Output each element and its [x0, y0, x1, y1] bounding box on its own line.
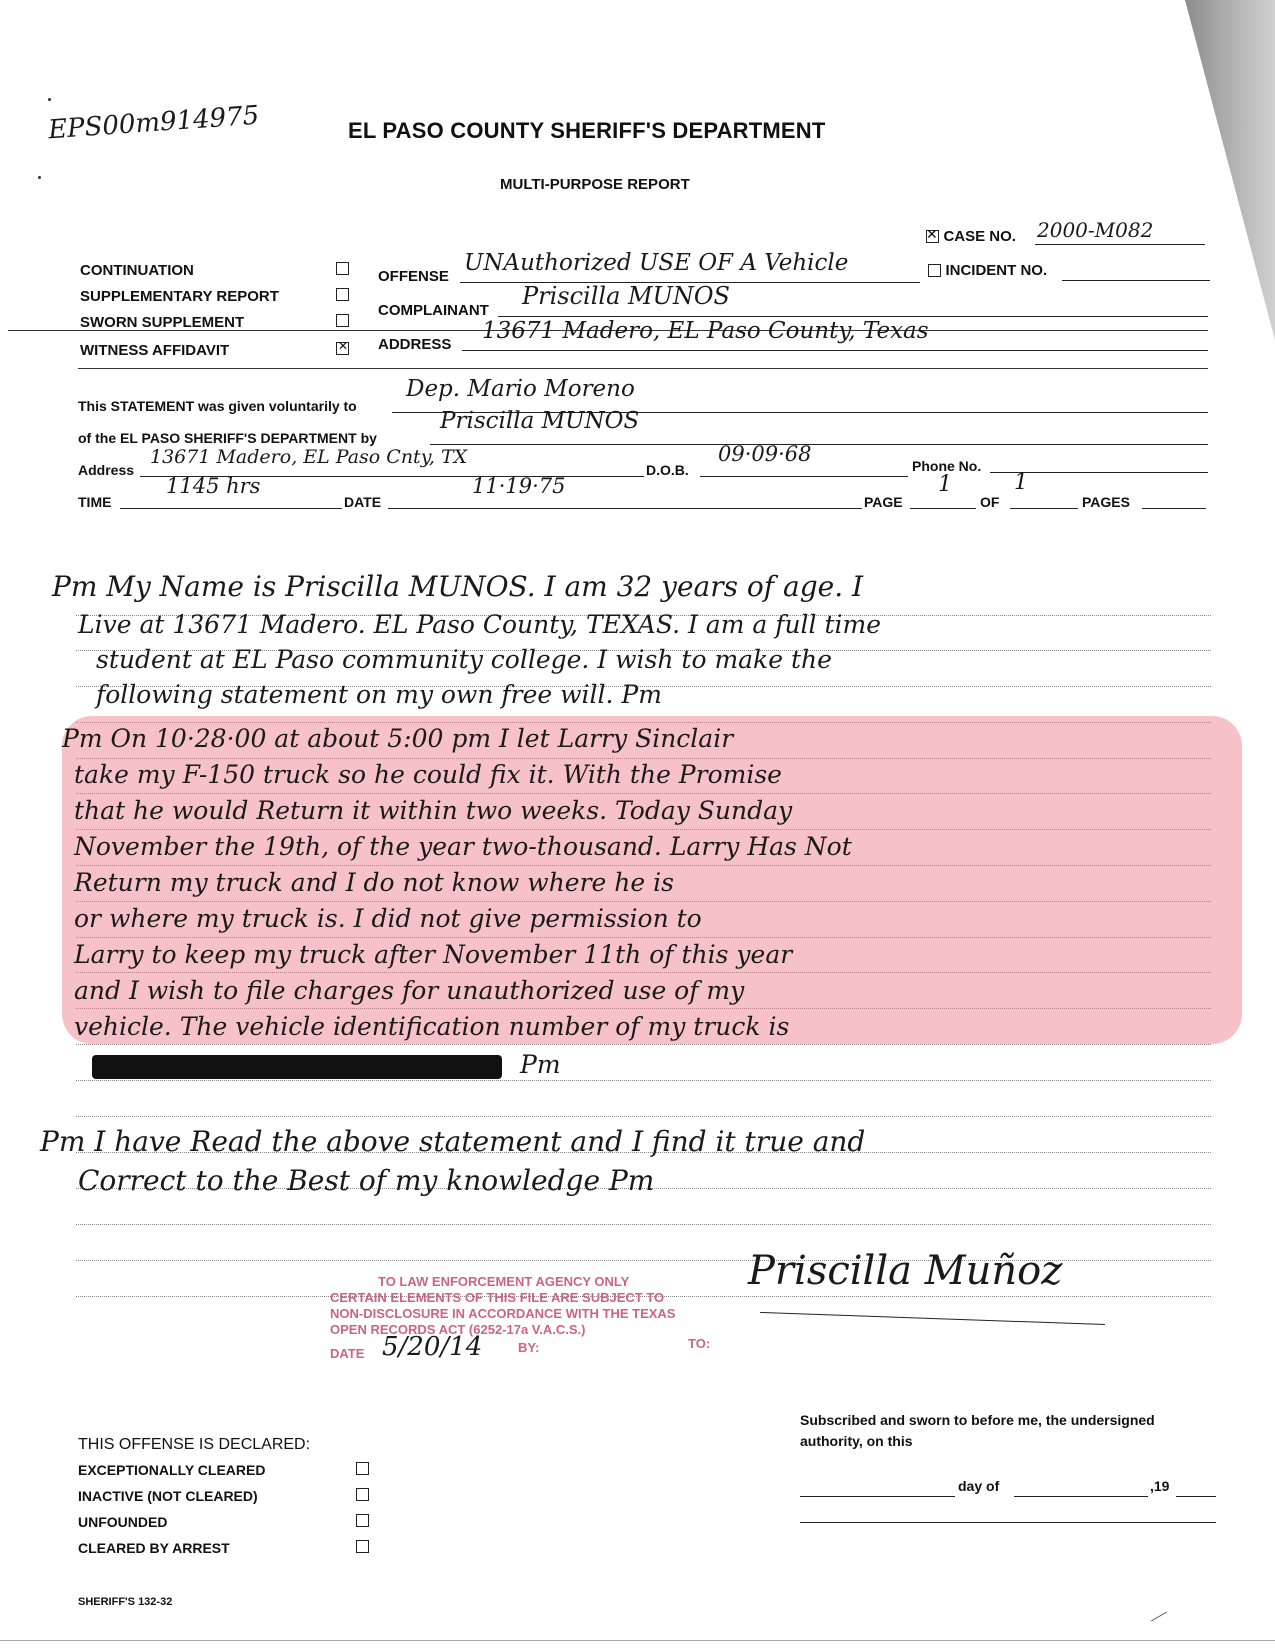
- case-no-label: CASE NO.: [943, 228, 1016, 245]
- declared-option: INACTIVE (NOT CLEARED): [78, 1488, 258, 1504]
- statement-line: Correct to the Best of my knowledge Pm: [78, 1164, 655, 1197]
- sworn-text: Subscribed and sworn to before me, the undersigned authority, on this: [800, 1412, 1155, 1449]
- of-value: 1: [1014, 470, 1028, 495]
- stamp-line: NON-DISCLOSURE IN ACCORDANCE WITH THE TEXAS: [330, 1306, 676, 1321]
- authority-line: [800, 1514, 1216, 1523]
- statement-line: take my F-150 truck so he could fix it. With the Promise: [74, 760, 782, 789]
- incident-no-checkbox[interactable]: [928, 264, 941, 277]
- exceptionally-cleared-checkbox[interactable]: [356, 1462, 369, 1475]
- ruled-line: [76, 1116, 1211, 1117]
- sworn-year-line: [1176, 1482, 1216, 1497]
- incident-no-line: [1062, 262, 1210, 281]
- dob-line: [700, 442, 908, 477]
- statement-line: vehicle. The vehicle identification number of my truck is: [74, 1012, 790, 1041]
- signature-underline: [760, 1312, 1105, 1325]
- complainant-value: Priscilla MUNOS: [522, 282, 730, 310]
- inactive-checkbox[interactable]: [356, 1488, 369, 1501]
- address2-value: 13671 Madero, EL Paso Cnty, TX: [150, 446, 468, 468]
- form-number: SHERIFF'S 132-32: [78, 1596, 173, 1608]
- sworn-month-line: [1014, 1482, 1148, 1497]
- continuation-checkbox[interactable]: [336, 262, 349, 275]
- page-value: 1: [938, 472, 952, 497]
- sworn-supplement-checkbox[interactable]: [336, 314, 349, 327]
- declared-label: THIS OFFENSE IS DECLARED:: [78, 1436, 311, 1453]
- statement-line: and I wish to file charges for unauthorized use of my: [74, 976, 745, 1005]
- stamp-date: 5/20/14: [382, 1332, 483, 1362]
- stamp-by-label: BY:: [518, 1340, 540, 1355]
- stray-mark: [1151, 1612, 1167, 1622]
- stray-mark: [38, 176, 41, 179]
- dept-by-line: [430, 408, 1208, 445]
- case-no-checkbox[interactable]: ✕: [926, 226, 938, 243]
- statement-line: Live at 13671 Madero. EL Paso County, TEXAS. I am a full time: [78, 610, 882, 639]
- witness-affidavit-checkbox[interactable]: ✕: [338, 339, 349, 353]
- date-label: DATE: [344, 494, 382, 510]
- cleared-by-arrest-checkbox[interactable]: [356, 1540, 369, 1553]
- statement-given-label: This STATEMENT was given voluntarily to: [78, 398, 357, 414]
- stray-mark: [48, 98, 51, 101]
- time-label: TIME: [78, 494, 112, 510]
- date-value: 11·19·75: [472, 474, 566, 498]
- declared-option: UNFOUNDED: [78, 1514, 168, 1530]
- pages-line: [1142, 494, 1206, 509]
- incident-no-label: INCIDENT NO.: [945, 262, 1048, 279]
- ruled-line: [76, 1080, 1211, 1081]
- declared-option: EXCEPTIONALLY CLEARED: [78, 1462, 266, 1478]
- report-type: MULTI-PURPOSE REPORT: [500, 176, 690, 193]
- of-label: OF: [980, 494, 1000, 510]
- of-line: [1010, 470, 1078, 509]
- statement-line: that he would Return it within two weeks. Today Sunday: [74, 796, 793, 825]
- stamp-line: CERTAIN ELEMENTS OF THIS FILE ARE SUBJECT TO: [330, 1290, 665, 1305]
- incident-no-row: [928, 262, 1047, 280]
- department-title: EL PASO COUNTY SHERIFF'S DEPARTMENT: [348, 118, 826, 143]
- dob-value: 09·09·68: [718, 442, 812, 466]
- statement-line: following statement on my own free will. Pm: [96, 680, 662, 709]
- statement-line: November the 19th, of the year two-thousand. Larry Has Not: [74, 832, 852, 861]
- stamp-line: TO LAW ENFORCEMENT AGENCY ONLY: [378, 1274, 630, 1289]
- ruled-line: [76, 1224, 1211, 1225]
- offense-value: UNAuthorized USE OF A Vehicle: [464, 250, 849, 276]
- stamp-line: OPEN RECORDS ACT (6252-17a V.A.C.S.): [330, 1322, 586, 1337]
- statement-line: Pm I have Read the above statement and I find it true and: [40, 1125, 866, 1158]
- case-no-value: 2000-M082: [1037, 218, 1154, 242]
- statement-line: or where my truck is. I did not give permission to: [74, 904, 702, 933]
- supplementary-checkbox[interactable]: [336, 288, 349, 301]
- complainant-label: COMPLAINANT: [378, 302, 489, 319]
- offense-label: OFFENSE: [378, 268, 449, 285]
- section-divider: [78, 368, 1208, 369]
- statement-line: Pm On 10·28·00 at about 5:00 pm I let Larry Sinclair: [62, 724, 734, 753]
- day-of-label: day of: [958, 1478, 1000, 1494]
- continuation-label: CONTINUATION: [80, 262, 194, 279]
- statement-line: Return my truck and I do not know where he is: [74, 868, 674, 897]
- phone-label: Phone No.: [912, 458, 982, 474]
- witness-affidavit-label: WITNESS AFFIDAVIT: [80, 342, 230, 359]
- dept-by-label: of the EL PASO SHERIFF'S DEPARTMENT by: [78, 430, 377, 446]
- page-label: PAGE: [864, 494, 903, 510]
- statement-line: Pm My Name is Priscilla MUNOS. I am 32 years of age. I: [52, 570, 864, 603]
- handwritten-case-id: EPS00m914975: [47, 100, 261, 146]
- address-value: 13671 Madero, EL Paso County, Texas: [482, 318, 929, 344]
- declared-option: CLEARED BY ARREST: [78, 1540, 230, 1556]
- dob-label: D.O.B.: [646, 462, 689, 478]
- unfounded-checkbox[interactable]: [356, 1514, 369, 1527]
- statement-line: Larry to keep my truck after November 11th of this year: [74, 940, 793, 969]
- date-line: [388, 474, 862, 509]
- redacted-vin: [92, 1055, 502, 1079]
- statement-to-value: Dep. Mario Moreno: [406, 376, 635, 402]
- address-line: [462, 318, 1208, 351]
- time-value: 1145 hrs: [166, 474, 261, 498]
- dept-by-value: Priscilla MUNOS: [440, 408, 640, 434]
- case-no-row: [926, 228, 1016, 246]
- time-line: [120, 474, 342, 509]
- statement-line: Pm: [520, 1050, 561, 1079]
- address2-label: Address: [78, 462, 135, 478]
- offense-line: [460, 250, 920, 283]
- sworn-supplement-label: SWORN SUPPLEMENT: [80, 314, 245, 331]
- stamp-to-label: TO:: [688, 1336, 711, 1351]
- address-label: ADDRESS: [378, 336, 452, 353]
- year-prefix: ,19: [1150, 1478, 1170, 1494]
- supplementary-label: SUPPLEMENTARY REPORT: [80, 288, 279, 305]
- pages-label: PAGES: [1082, 494, 1130, 510]
- stamp-date-label: DATE: [330, 1346, 365, 1361]
- page-bottom-edge: [0, 1640, 1275, 1641]
- phone-line: [990, 446, 1208, 473]
- signature: Priscilla Muñoz: [748, 1248, 1063, 1294]
- sworn-day-line: [800, 1482, 955, 1497]
- statement-line: student at EL Paso community college. I wish to make the: [96, 645, 832, 674]
- case-no-line: [1035, 218, 1205, 245]
- ruled-line: [76, 1044, 1211, 1045]
- page-line: [910, 472, 976, 509]
- address2-line: [140, 446, 644, 477]
- complainant-line: [498, 282, 1208, 317]
